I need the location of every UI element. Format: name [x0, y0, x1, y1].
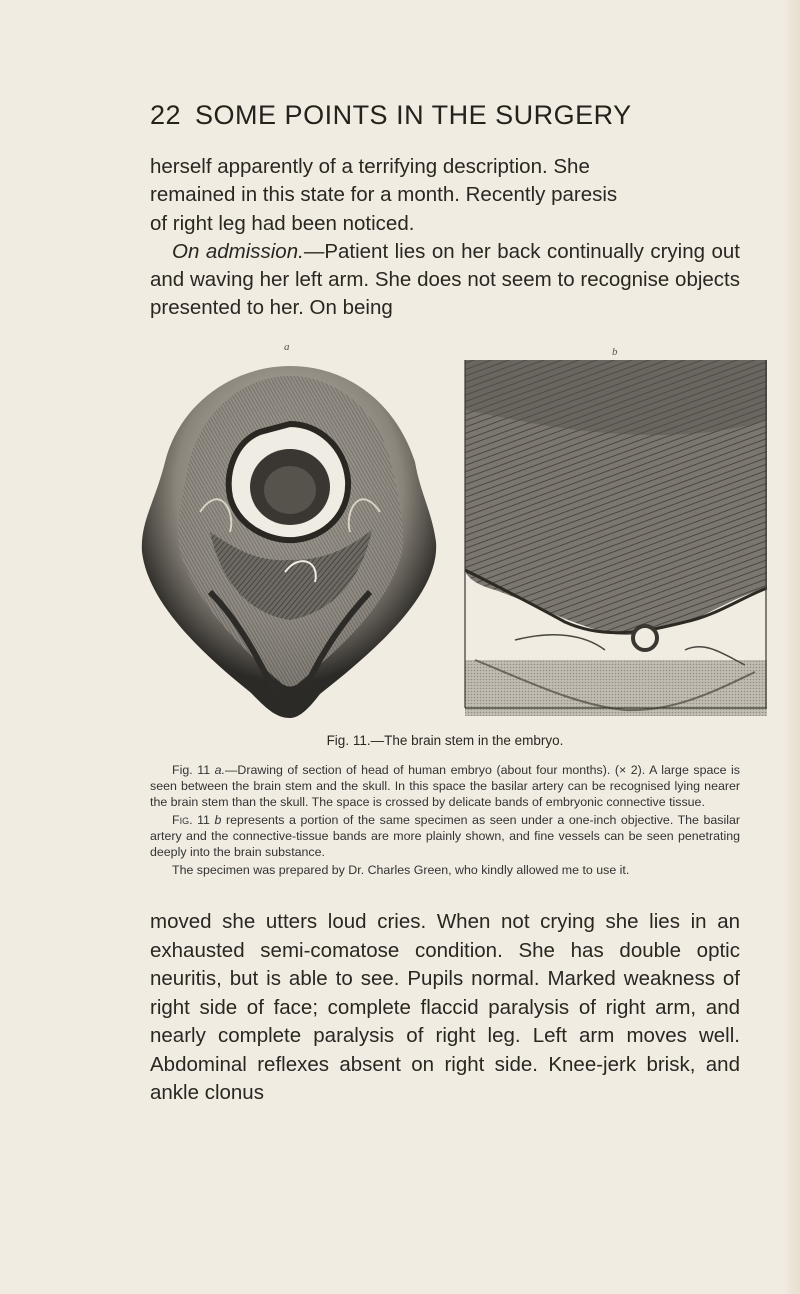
figure-label-a: a	[284, 341, 290, 353]
figure-caption-credit	[150, 862, 740, 878]
body-paragraph: moved she utters loud cries. When not crying she lies in an exhausted semi-comatose condition. She has double optic neuritis, but is able to see. Pupils normal. Marked weakness of right side of face; complete flaccid paralysis of right arm, and nearly complete paralysis of right leg. Left arm moves well. Abdominal reflexes absent on right side. Knee-jerk brisk, and ankle clonus	[150, 910, 740, 1104]
body-line: herself apparently of a terrifying description. She	[150, 155, 590, 178]
figure-title: Fig. 11.—The brain stem in the embryo.	[326, 733, 564, 748]
body-text-bottom	[150, 908, 740, 1108]
caption-lead: Fig. 11	[172, 763, 215, 777]
body-text-top	[150, 153, 740, 323]
running-header	[150, 100, 730, 131]
admission-paragraph	[150, 238, 740, 323]
running-title: SOME POINTS IN THE SURGERY	[195, 100, 632, 130]
brain-stem-micrograph	[455, 360, 767, 716]
caption-letter: b	[214, 813, 222, 827]
figure-label-b: b	[612, 346, 618, 358]
body-line: of right leg had been noticed.	[150, 211, 415, 235]
caption-letter: a.	[214, 763, 226, 777]
caption-text: represents a portion of the same specimen as seen under a one-inch objective. The basilar artery and the connective-tissue bands are more plainly shown, and fine vessels can be seen penetrating deeply into the brain substance.	[150, 813, 740, 859]
body-line: remained in this state for a month. Recently paresis	[150, 183, 618, 207]
admission-text: —Patient lies on her back continually crying out and waving her left arm. She does not seem to recognise objects presented to her. On being	[150, 239, 740, 320]
page-number: 22	[150, 100, 182, 130]
embryo-head-section-drawing	[140, 362, 440, 720]
figure-caption-a	[150, 762, 740, 810]
admission-label: On admission.	[172, 239, 304, 263]
caption-credit-text: The specimen was prepared by Dr. Charles Green, who kindly allowed me to use it.	[172, 863, 630, 877]
figure-caption-b	[150, 812, 740, 860]
caption-lead: Fig. 11	[172, 813, 215, 827]
caption-text: —Drawing of section of head of human embryo (about four months). (× 2). A large space is seen between the brain stem and the skull. In this space the basilar artery can be recognised lying nearer the brain stem than the skull. The space is crossed by delicate bands of embryonic connective tissue.	[150, 763, 740, 809]
page-edge-shadow	[782, 0, 800, 1294]
